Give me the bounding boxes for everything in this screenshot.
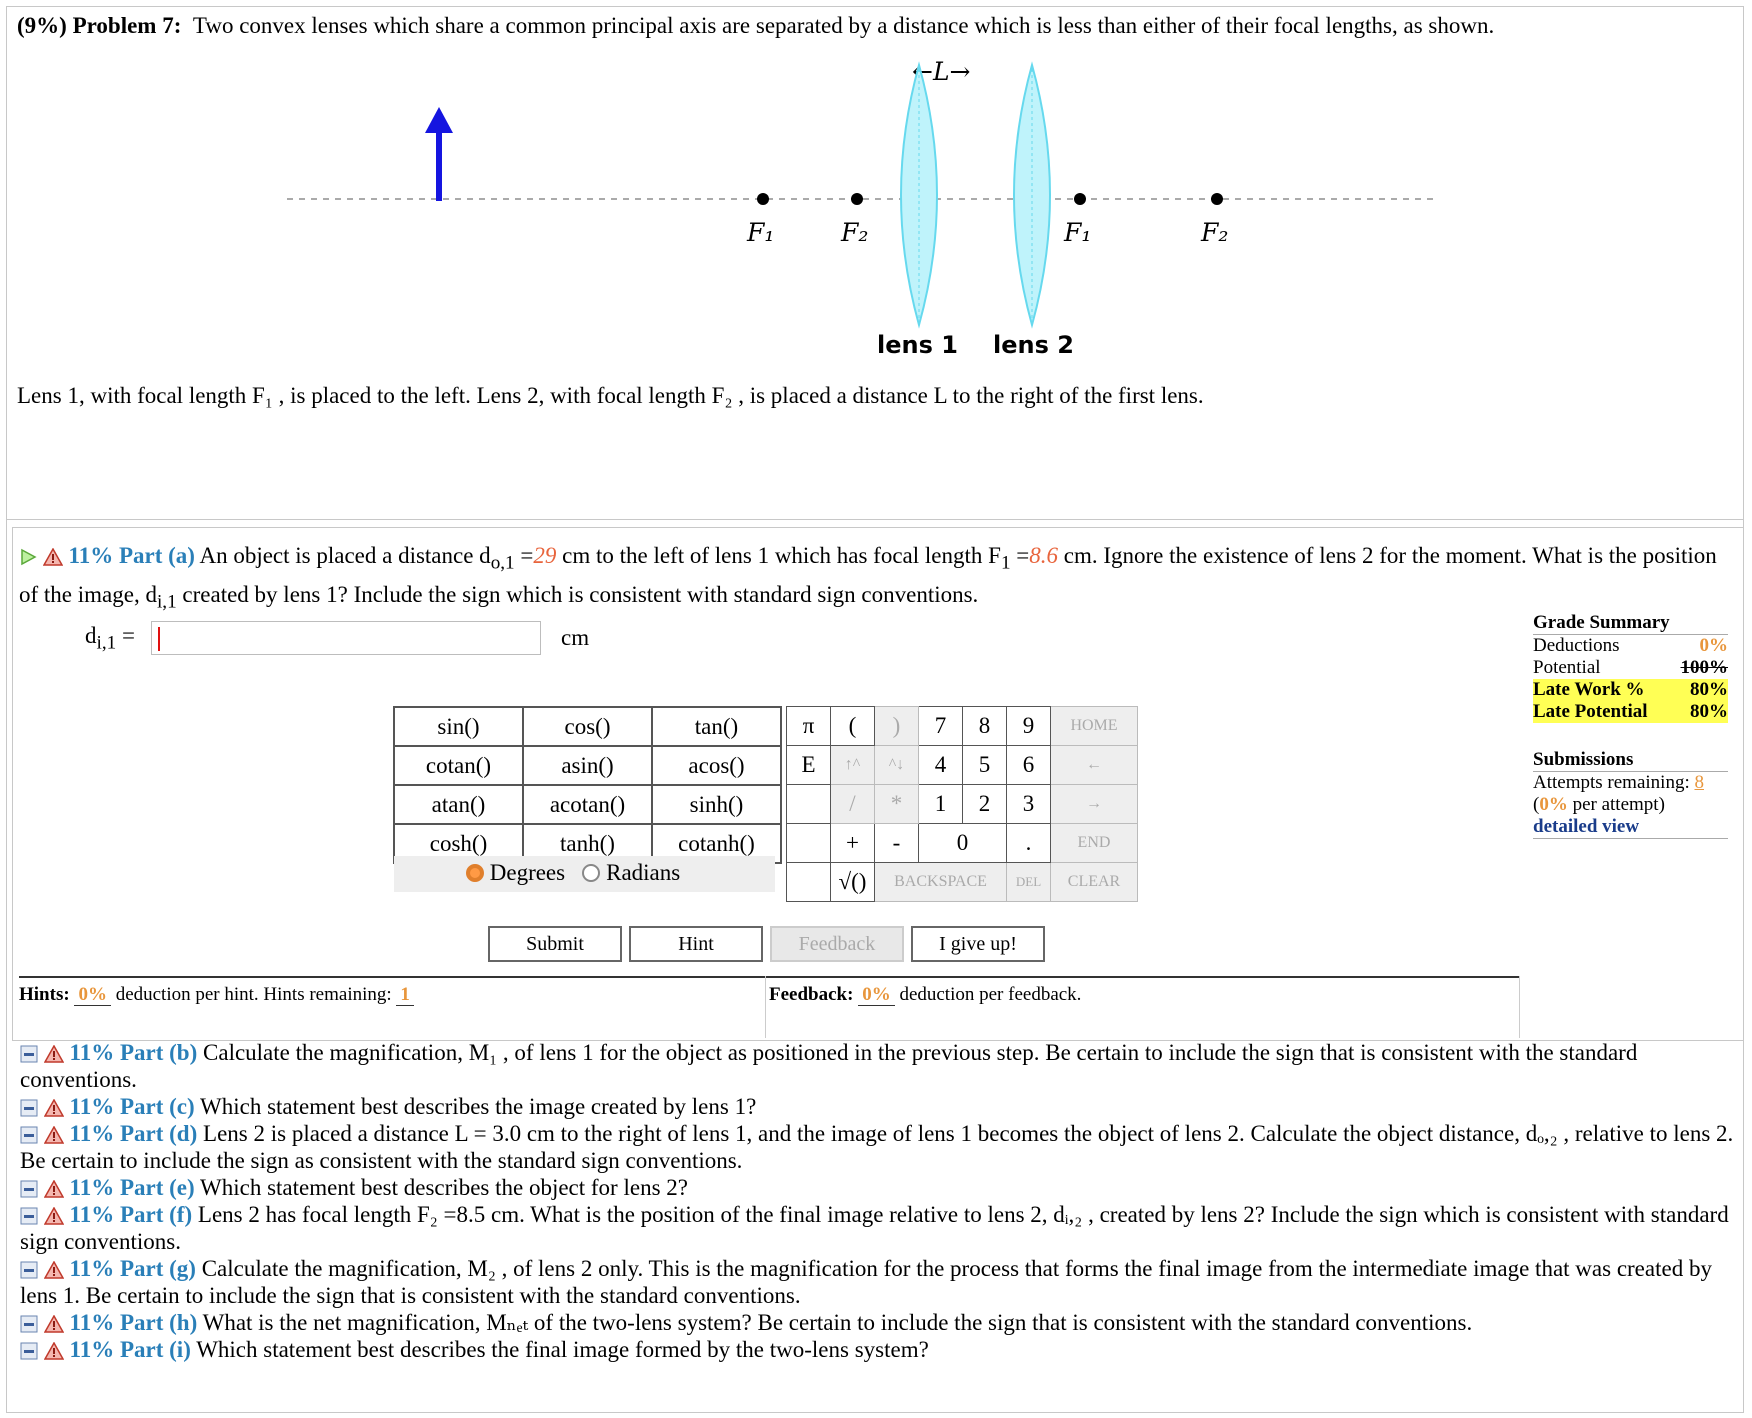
feedback-button[interactable]: Feedback [770,926,904,962]
part-text: Which statement best describes the image created by lens 1? [200,1094,757,1119]
part-text: What is the net magnification, Mₙₑₜ of the two-lens system? Be certain to include the sign that is consistent with the standard conventions. [202,1310,1473,1335]
acos-button[interactable]: acos() [652,746,781,785]
section-divider [19,976,1519,978]
e-key[interactable]: E [787,746,831,785]
part-a-panel [12,527,1744,1041]
problem-box [7,7,1743,520]
warning-icon [44,1180,64,1198]
feedback-text: deduction per feedback. [899,984,1082,1005]
acotan-button[interactable]: acotan() [523,785,652,824]
focal-point-f2-left [851,193,863,205]
part-a-text-5: cm. Ignore the existence of lens 2 for the moment. What is the position of the image, d [19,543,1717,607]
warning-icon [44,1045,64,1063]
part-a-label[interactable]: 11% Part (a) [68,543,195,568]
power-up-key[interactable]: ↑^ [831,746,875,785]
list-item[interactable] [20,1039,1752,1093]
del-key[interactable]: DEL [1007,863,1051,902]
part-text: Which statement best describes the object for lens 2? [200,1175,688,1200]
part-a-sub-di: i,1 [156,591,177,613]
lens2-label: lens 2 [993,331,1074,359]
per-attempt-pct: 0% [1539,794,1568,815]
late-work-value: 80% [1690,679,1728,700]
detailed-view-link[interactable]: detailed view [1533,816,1728,839]
hint-button[interactable]: Hint [629,926,763,962]
deductions-label: Deductions [1533,635,1620,656]
lens1-label: lens 1 [877,331,958,359]
part-label[interactable]: 11% Part (i) [69,1337,191,1362]
collapsed-icon[interactable] [20,1180,38,1198]
problem-number: Problem 7: [72,13,182,38]
lens-2 [1014,65,1050,325]
warning-icon [44,1099,64,1117]
lens-1 [901,65,937,325]
part-text: Calculate the magnification, M₁ , of lens 1 for the object as positioned in the previous step. Be certain to include the sign that is consistent with the standard conventions. [20,1040,1638,1092]
cotanh-button[interactable]: cotanh() [652,824,781,863]
focal-point-f1-left [757,193,769,205]
backspace-key[interactable]: BACKSPACE [875,863,1007,902]
attempts-label: Attempts remaining: [1533,772,1690,793]
list-item[interactable] [20,1255,1752,1309]
right-arrow-key[interactable]: → [1051,785,1138,824]
lens-diagram [287,55,1457,375]
part-label[interactable]: 11% Part (e) [69,1175,195,1200]
radians-label: Radians [606,860,681,885]
hints-label: Hints: [19,984,70,1005]
play-icon[interactable] [19,548,37,566]
asin-button[interactable]: asin() [523,746,652,785]
blank-key-3 [787,863,831,902]
focal-label-f2-left: F₂ [841,218,869,247]
sinh-button[interactable]: sinh() [652,785,781,824]
plus-key[interactable]: + [831,824,875,863]
part-a-sub-f: 1 [1000,552,1011,574]
hints-bar [19,984,414,1006]
part-a-text-4: = [1010,543,1030,568]
multiply-key[interactable]: * [875,785,919,824]
blank-key-2 [787,824,831,863]
key-3[interactable]: 3 [1007,785,1051,824]
open-paren-key[interactable]: ( [831,707,875,746]
answer-equals: = [121,623,135,648]
part-text: Lens 2 has focal length F₂ =8.5 cm. What is the position of the final image relative to lens 2, dᵢ,₂ , created by lens 2? Include the sign which is consistent with standard sign conventions. [20,1202,1729,1254]
hints-remaining: 1 [396,984,414,1006]
warning-icon [44,1207,64,1225]
problem-frame [6,6,1744,1413]
part-label[interactable]: 11% Part (d) [69,1121,198,1146]
list-item[interactable] [20,1120,1752,1174]
part-a-text-6: created by lens 1? Include the sign which is consistent with standard sign conventions. [176,581,979,607]
key-0[interactable]: 0 [919,824,1007,863]
key-8[interactable]: 8 [963,707,1007,746]
part-label[interactable]: 11% Part (g) [69,1256,196,1281]
vertical-divider-right [1519,976,1520,1038]
key-1[interactable]: 1 [919,785,963,824]
focal-label-f1-right: F₁ [1064,218,1092,247]
give-up-button[interactable]: I give up! [911,926,1045,962]
cosh-button[interactable]: cosh() [394,824,523,863]
object-distance-value: 29 [533,543,557,568]
degrees-radio[interactable] [466,864,484,882]
decimal-key[interactable]: . [1007,824,1051,863]
problem-description: Lens 1, with focal length F₁ , is placed to the left. Lens 2, with focal length F₂ , is placed a distance L to the right of the first lens. [17,383,1204,408]
focal-length-value: 8.6 [1029,543,1058,568]
collapsed-icon[interactable] [20,1315,38,1333]
answer-sub: i,1 [96,632,117,654]
power-down-key[interactable]: ^↓ [875,746,919,785]
feedback-pct: 0% [858,984,895,1006]
answer-input[interactable] [151,621,541,655]
late-work-label: Late Work % [1533,679,1645,700]
minus-key[interactable]: - [875,824,919,863]
atan-button[interactable]: atan() [394,785,523,824]
list-item[interactable] [20,1093,1752,1120]
hints-text: deduction per hint. Hints remaining: [115,984,392,1005]
attempts-value: 8 [1694,772,1704,793]
sqrt-key[interactable]: √() [831,863,875,902]
pi-key[interactable]: π [787,707,831,746]
warning-icon [43,548,63,566]
divide-key[interactable]: / [831,785,875,824]
late-potential-value: 80% [1690,701,1728,722]
separation-label: ←L→ [912,57,971,86]
collapsed-icon[interactable] [20,1126,38,1144]
warning-icon [44,1342,64,1360]
radians-radio[interactable] [582,864,600,882]
key-7[interactable]: 7 [919,707,963,746]
tan-button[interactable]: tan() [652,707,781,746]
per-attempt-text: per attempt) [1572,794,1665,815]
part-a-question [19,540,1739,617]
part-text: Lens 2 is placed a distance L = 3.0 cm to the right of lens 1, and the image of lens 1 becomes the object of lens 2. Calculate the object distance, dₒ,₂ , relative to lens 2. Be certain to include the sign as consistent with the standard sign conventions. [20,1121,1734,1173]
cotan-button[interactable]: cotan() [394,746,523,785]
text-caret [158,627,160,651]
collapsed-icon[interactable] [20,1099,38,1117]
part-a-text-2: = [514,543,534,568]
home-key[interactable]: HOME [1051,707,1138,746]
degrees-label: Degrees [489,860,566,885]
focal-point-f1-right [1074,193,1086,205]
submissions-title: Submissions [1533,749,1728,772]
parts-list [12,1039,1752,1363]
focal-label-f1-left: F₁ [747,218,775,247]
key-6[interactable]: 6 [1007,746,1051,785]
list-item[interactable] [20,1174,1752,1201]
part-label[interactable]: 11% Part (f) [69,1202,193,1227]
sin-button[interactable]: sin() [394,707,523,746]
warning-icon [44,1315,64,1333]
problem-title [17,13,1494,39]
collapsed-icon[interactable] [20,1207,38,1225]
grade-summary: Grade Summary Deductions 0% Potential 100% Late Work % 80% Late Potential 80% Submissions Attempts remaining: 8 (0% per attempt) detailed view [1533,612,1728,837]
part-text: Calculate the magnification, M₂ , of lens 2 only. This is the magnification for the process that forms the final image from the intermediate image that was created by lens 1. Be certain to include the sign that is consistent with the standard conventions. [20,1256,1712,1308]
potential-label: Potential [1533,657,1601,678]
answer-label [85,623,135,655]
submit-button[interactable]: Submit [488,926,622,962]
cos-button[interactable]: cos() [523,707,652,746]
warning-icon [44,1126,64,1144]
end-key[interactable]: END [1051,824,1138,863]
close-paren-key[interactable]: ) [875,707,919,746]
list-item[interactable] [20,1336,1752,1363]
object-arrow [425,107,453,201]
part-label[interactable]: 11% Part (c) [69,1094,195,1119]
answer-unit: cm [561,625,590,650]
focal-point-f2-right [1211,193,1223,205]
key-4[interactable]: 4 [919,746,963,785]
list-item[interactable] [20,1309,1752,1336]
feedback-bar [769,984,1081,1006]
collapsed-icon[interactable] [20,1261,38,1279]
part-text: Which statement best describes the final image formed by the two-lens system? [196,1337,929,1362]
problem-statement: Two convex lenses which share a common principal axis are separated by a distance which is less than either of their focal lengths, as shown. [192,13,1495,38]
focal-label-f2-right: F₂ [1201,218,1229,247]
feedback-label: Feedback: [769,984,854,1005]
key-5[interactable]: 5 [963,746,1007,785]
part-a-sub-do: o,1 [490,552,515,574]
list-item[interactable] [20,1201,1752,1255]
blank-key-1 [787,785,831,824]
angle-mode-row [394,856,775,892]
part-a-text-1: An object is placed a distance d [199,543,491,568]
part-label[interactable]: 11% Part (b) [69,1040,198,1065]
key-9[interactable]: 9 [1007,707,1051,746]
late-potential-label: Late Potential [1533,701,1648,722]
hints-pct: 0% [74,984,111,1006]
tanh-button[interactable]: tanh() [523,824,652,863]
collapsed-icon[interactable] [20,1342,38,1360]
deductions-value: 0% [1699,635,1728,656]
problem-weight: (9%) [17,13,67,38]
answer-var: d [85,623,97,648]
clear-key[interactable]: CLEAR [1051,863,1138,902]
potential-value: 100% [1680,657,1728,678]
function-pad [393,706,782,864]
grade-summary-title: Grade Summary [1533,612,1728,635]
collapsed-icon[interactable] [20,1045,38,1063]
key-2[interactable]: 2 [963,785,1007,824]
keypad [786,706,1138,902]
left-arrow-key[interactable]: ← [1051,746,1138,785]
part-a-text-3: cm to the left of lens 1 which has focal length F [556,543,1001,568]
vertical-divider [765,976,766,1038]
part-label[interactable]: 11% Part (h) [69,1310,198,1335]
warning-icon [44,1261,64,1279]
